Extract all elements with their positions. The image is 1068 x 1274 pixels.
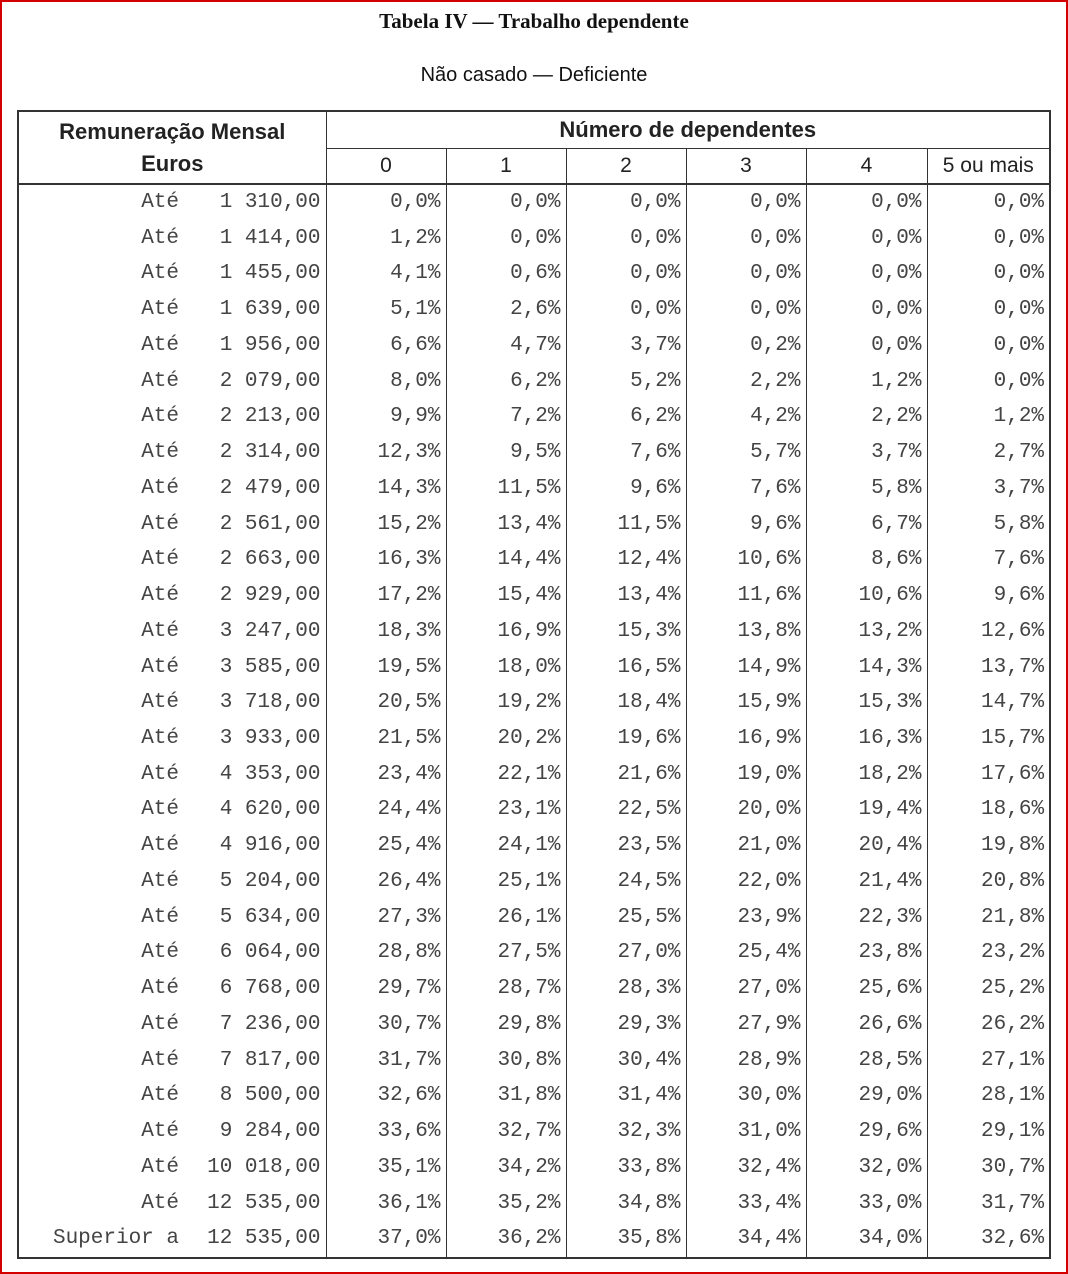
rate-dependents-5: 18,6% — [927, 792, 1050, 828]
bracket-label: Até — [18, 542, 184, 578]
bracket-label: Até — [18, 650, 184, 686]
rate-dependents-4: 1,2% — [806, 364, 927, 400]
rate-dependents-0: 25,4% — [326, 828, 446, 864]
rate-dependents-5: 3,7% — [927, 471, 1050, 507]
table-row — [18, 792, 1050, 828]
bracket-amount: 3 247,00 — [184, 614, 326, 650]
rate-dependents-2: 0,0% — [566, 292, 686, 328]
dependents-header-3: 3 — [686, 149, 806, 185]
table-row — [18, 935, 1050, 971]
rate-dependents-2: 29,3% — [566, 1007, 686, 1043]
rate-dependents-0: 12,3% — [326, 435, 446, 471]
rate-dependents-5: 0,0% — [927, 364, 1050, 400]
rate-dependents-5: 0,0% — [927, 184, 1050, 221]
rate-dependents-5: 0,0% — [927, 328, 1050, 364]
rate-dependents-0: 28,8% — [326, 935, 446, 971]
table-row — [18, 399, 1050, 435]
rate-dependents-4: 16,3% — [806, 721, 927, 757]
rate-dependents-2: 21,6% — [566, 757, 686, 793]
bracket-label: Até — [18, 435, 184, 471]
rate-dependents-4: 19,4% — [806, 792, 927, 828]
rate-dependents-2: 25,5% — [566, 900, 686, 936]
rate-dependents-1: 19,2% — [446, 685, 566, 721]
bracket-label: Até — [18, 471, 184, 507]
rate-dependents-3: 0,0% — [686, 256, 806, 292]
bracket-amount: 6 064,00 — [184, 935, 326, 971]
rate-dependents-0: 4,1% — [326, 256, 446, 292]
rate-dependents-3: 16,9% — [686, 721, 806, 757]
table-row — [18, 757, 1050, 793]
rate-dependents-5: 13,7% — [927, 650, 1050, 686]
rate-dependents-1: 20,2% — [446, 721, 566, 757]
rate-dependents-1: 34,2% — [446, 1150, 566, 1186]
bracket-amount: 2 479,00 — [184, 471, 326, 507]
table-row — [18, 1043, 1050, 1079]
rate-dependents-4: 13,2% — [806, 614, 927, 650]
bracket-label: Superior a — [18, 1221, 184, 1258]
bracket-label: Até — [18, 507, 184, 543]
bracket-label: Até — [18, 1043, 184, 1079]
rate-dependents-0: 8,0% — [326, 364, 446, 400]
bracket-label: Até — [18, 399, 184, 435]
rate-dependents-5: 32,6% — [927, 1221, 1050, 1258]
rate-dependents-0: 15,2% — [326, 507, 446, 543]
rate-dependents-4: 0,0% — [806, 256, 927, 292]
rate-dependents-2: 0,0% — [566, 256, 686, 292]
rate-dependents-2: 18,4% — [566, 685, 686, 721]
rate-dependents-2: 5,2% — [566, 364, 686, 400]
rate-dependents-2: 0,0% — [566, 221, 686, 257]
rate-dependents-1: 14,4% — [446, 542, 566, 578]
rate-dependents-1: 32,7% — [446, 1114, 566, 1150]
bracket-amount: 1 455,00 — [184, 256, 326, 292]
rate-dependents-2: 27,0% — [566, 935, 686, 971]
rate-dependents-3: 30,0% — [686, 1078, 806, 1114]
rate-dependents-4: 29,6% — [806, 1114, 927, 1150]
rate-dependents-2: 35,8% — [566, 1221, 686, 1258]
bracket-amount: 4 620,00 — [184, 792, 326, 828]
rate-dependents-4: 5,8% — [806, 471, 927, 507]
table-row — [18, 542, 1050, 578]
bracket-amount: 7 236,00 — [184, 1007, 326, 1043]
rate-dependents-4: 23,8% — [806, 935, 927, 971]
rate-dependents-5: 1,2% — [927, 399, 1050, 435]
bracket-amount: 8 500,00 — [184, 1078, 326, 1114]
rate-dependents-1: 26,1% — [446, 900, 566, 936]
table-row — [18, 828, 1050, 864]
bracket-amount: 1 639,00 — [184, 292, 326, 328]
rate-dependents-2: 9,6% — [566, 471, 686, 507]
rate-dependents-3: 28,9% — [686, 1043, 806, 1079]
rate-dependents-4: 0,0% — [806, 328, 927, 364]
table-row — [18, 614, 1050, 650]
rate-dependents-4: 28,5% — [806, 1043, 927, 1079]
income-column-header — [18, 111, 326, 184]
rate-dependents-0: 14,3% — [326, 471, 446, 507]
rate-dependents-0: 5,1% — [326, 292, 446, 328]
rate-dependents-5: 15,7% — [927, 721, 1050, 757]
rate-dependents-3: 33,4% — [686, 1186, 806, 1222]
bracket-amount: 2 561,00 — [184, 507, 326, 543]
bracket-amount: 1 310,00 — [184, 184, 326, 221]
rate-dependents-4: 26,6% — [806, 1007, 927, 1043]
rate-dependents-5: 27,1% — [927, 1043, 1050, 1079]
bracket-label: Até — [18, 328, 184, 364]
rate-dependents-0: 35,1% — [326, 1150, 446, 1186]
bracket-amount: 2 929,00 — [184, 578, 326, 614]
rate-dependents-2: 6,2% — [566, 399, 686, 435]
bracket-amount: 2 314,00 — [184, 435, 326, 471]
bracket-label: Até — [18, 1114, 184, 1150]
dependents-header-4: 4 — [806, 149, 927, 185]
rate-dependents-1: 15,4% — [446, 578, 566, 614]
rate-dependents-4: 14,3% — [806, 650, 927, 686]
dependents-group-header: Número de dependentes — [326, 111, 1050, 149]
income-header-line2: Euros — [141, 150, 204, 176]
rate-dependents-2: 22,5% — [566, 792, 686, 828]
rate-dependents-4: 0,0% — [806, 292, 927, 328]
table-row — [18, 1186, 1050, 1222]
rate-dependents-4: 25,6% — [806, 971, 927, 1007]
bracket-label: Até — [18, 256, 184, 292]
rate-dependents-0: 27,3% — [326, 900, 446, 936]
rate-dependents-1: 28,7% — [446, 971, 566, 1007]
rate-dependents-1: 0,6% — [446, 256, 566, 292]
rate-dependents-5: 12,6% — [927, 614, 1050, 650]
table-body — [18, 184, 1050, 1258]
rate-dependents-2: 32,3% — [566, 1114, 686, 1150]
rate-dependents-2: 28,3% — [566, 971, 686, 1007]
dependents-header-2: 2 — [566, 149, 686, 185]
rate-dependents-5: 29,1% — [927, 1114, 1050, 1150]
rate-dependents-0: 18,3% — [326, 614, 446, 650]
bracket-amount: 12 535,00 — [184, 1221, 326, 1258]
rate-dependents-4: 8,6% — [806, 542, 927, 578]
bracket-label: Até — [18, 1078, 184, 1114]
rate-dependents-1: 30,8% — [446, 1043, 566, 1079]
rate-dependents-3: 0,0% — [686, 221, 806, 257]
table-row — [18, 1221, 1050, 1258]
bracket-amount: 4 916,00 — [184, 828, 326, 864]
rate-dependents-4: 3,7% — [806, 435, 927, 471]
rate-dependents-0: 20,5% — [326, 685, 446, 721]
dependents-header-1: 1 — [446, 149, 566, 185]
rate-dependents-3: 19,0% — [686, 757, 806, 793]
rate-dependents-4: 0,0% — [806, 184, 927, 221]
rate-dependents-1: 25,1% — [446, 864, 566, 900]
rate-dependents-3: 0,2% — [686, 328, 806, 364]
bracket-amount: 2 213,00 — [184, 399, 326, 435]
bracket-amount: 1 414,00 — [184, 221, 326, 257]
rate-dependents-3: 23,9% — [686, 900, 806, 936]
bracket-label: Até — [18, 935, 184, 971]
bracket-label: Até — [18, 614, 184, 650]
rate-dependents-1: 29,8% — [446, 1007, 566, 1043]
rate-dependents-0: 0,0% — [326, 184, 446, 221]
table-row — [18, 1150, 1050, 1186]
table-row — [18, 1078, 1050, 1114]
rate-dependents-3: 0,0% — [686, 184, 806, 221]
rate-dependents-3: 10,6% — [686, 542, 806, 578]
table-row — [18, 435, 1050, 471]
rate-dependents-1: 0,0% — [446, 184, 566, 221]
rate-dependents-5: 25,2% — [927, 971, 1050, 1007]
rate-dependents-2: 23,5% — [566, 828, 686, 864]
rate-dependents-1: 35,2% — [446, 1186, 566, 1222]
rate-dependents-3: 20,0% — [686, 792, 806, 828]
rate-dependents-4: 29,0% — [806, 1078, 927, 1114]
bracket-label: Até — [18, 721, 184, 757]
rate-dependents-2: 31,4% — [566, 1078, 686, 1114]
rate-dependents-2: 34,8% — [566, 1186, 686, 1222]
table-row — [18, 471, 1050, 507]
rate-dependents-5: 20,8% — [927, 864, 1050, 900]
rate-dependents-0: 26,4% — [326, 864, 446, 900]
table-row — [18, 184, 1050, 221]
rate-dependents-5: 26,2% — [927, 1007, 1050, 1043]
rate-dependents-4: 20,4% — [806, 828, 927, 864]
bracket-label: Até — [18, 1150, 184, 1186]
rate-dependents-3: 5,7% — [686, 435, 806, 471]
table-row — [18, 1114, 1050, 1150]
rate-dependents-0: 17,2% — [326, 578, 446, 614]
rate-dependents-5: 2,7% — [927, 435, 1050, 471]
rate-dependents-3: 13,8% — [686, 614, 806, 650]
rate-dependents-1: 7,2% — [446, 399, 566, 435]
rate-dependents-1: 31,8% — [446, 1078, 566, 1114]
rate-dependents-0: 21,5% — [326, 721, 446, 757]
rate-dependents-5: 0,0% — [927, 256, 1050, 292]
rate-dependents-5: 9,6% — [927, 578, 1050, 614]
rate-dependents-5: 23,2% — [927, 935, 1050, 971]
rate-dependents-5: 28,1% — [927, 1078, 1050, 1114]
table-row — [18, 685, 1050, 721]
rate-dependents-1: 11,5% — [446, 471, 566, 507]
rate-dependents-3: 32,4% — [686, 1150, 806, 1186]
rate-dependents-3: 27,0% — [686, 971, 806, 1007]
table-row — [18, 364, 1050, 400]
bracket-label: Até — [18, 184, 184, 221]
rate-dependents-2: 11,5% — [566, 507, 686, 543]
rate-dependents-3: 25,4% — [686, 935, 806, 971]
bracket-label: Até — [18, 864, 184, 900]
rate-dependents-4: 10,6% — [806, 578, 927, 614]
rate-dependents-0: 1,2% — [326, 221, 446, 257]
bracket-amount: 2 663,00 — [184, 542, 326, 578]
rate-dependents-0: 24,4% — [326, 792, 446, 828]
bracket-label: Até — [18, 828, 184, 864]
rate-dependents-2: 19,6% — [566, 721, 686, 757]
rate-dependents-5: 7,6% — [927, 542, 1050, 578]
table-row — [18, 864, 1050, 900]
rate-dependents-1: 18,0% — [446, 650, 566, 686]
rate-dependents-5: 5,8% — [927, 507, 1050, 543]
rate-dependents-3: 21,0% — [686, 828, 806, 864]
rate-dependents-3: 0,0% — [686, 292, 806, 328]
bracket-label: Até — [18, 685, 184, 721]
rate-dependents-1: 6,2% — [446, 364, 566, 400]
rate-dependents-5: 21,8% — [927, 900, 1050, 936]
bracket-amount: 5 634,00 — [184, 900, 326, 936]
rate-dependents-0: 37,0% — [326, 1221, 446, 1258]
rate-dependents-3: 4,2% — [686, 399, 806, 435]
table-subtitle: Não casado — Deficiente — [420, 64, 648, 86]
table-row — [18, 507, 1050, 543]
rate-dependents-2: 16,5% — [566, 650, 686, 686]
table-row — [18, 256, 1050, 292]
table-title: Tabela IV — Trabalho dependente — [379, 9, 689, 33]
rate-dependents-1: 23,1% — [446, 792, 566, 828]
bracket-label: Até — [18, 1186, 184, 1222]
rate-dependents-3: 11,6% — [686, 578, 806, 614]
rate-dependents-4: 15,3% — [806, 685, 927, 721]
bracket-amount: 7 817,00 — [184, 1043, 326, 1079]
rate-dependents-0: 9,9% — [326, 399, 446, 435]
bracket-label: Até — [18, 292, 184, 328]
table-row — [18, 292, 1050, 328]
table-row — [18, 721, 1050, 757]
rate-dependents-5: 0,0% — [927, 221, 1050, 257]
rate-dependents-3: 9,6% — [686, 507, 806, 543]
rate-dependents-4: 18,2% — [806, 757, 927, 793]
bracket-label: Até — [18, 757, 184, 793]
rate-dependents-4: 6,7% — [806, 507, 927, 543]
rate-dependents-5: 17,6% — [927, 757, 1050, 793]
rate-dependents-4: 2,2% — [806, 399, 927, 435]
rate-dependents-2: 30,4% — [566, 1043, 686, 1079]
rate-dependents-5: 14,7% — [927, 685, 1050, 721]
rate-dependents-4: 32,0% — [806, 1150, 927, 1186]
rate-dependents-3: 7,6% — [686, 471, 806, 507]
rate-dependents-1: 27,5% — [446, 935, 566, 971]
bracket-label: Até — [18, 971, 184, 1007]
bracket-amount: 10 018,00 — [184, 1150, 326, 1186]
rate-dependents-2: 3,7% — [566, 328, 686, 364]
rate-dependents-2: 0,0% — [566, 184, 686, 221]
rate-dependents-1: 9,5% — [446, 435, 566, 471]
table-row — [18, 971, 1050, 1007]
rate-dependents-2: 15,3% — [566, 614, 686, 650]
rate-dependents-0: 32,6% — [326, 1078, 446, 1114]
rate-dependents-1: 36,2% — [446, 1221, 566, 1258]
rate-dependents-0: 29,7% — [326, 971, 446, 1007]
bracket-label: Até — [18, 1007, 184, 1043]
bracket-amount: 1 956,00 — [184, 328, 326, 364]
rate-dependents-4: 22,3% — [806, 900, 927, 936]
bracket-label: Até — [18, 900, 184, 936]
rate-dependents-3: 22,0% — [686, 864, 806, 900]
bracket-label: Até — [18, 578, 184, 614]
bracket-amount: 5 204,00 — [184, 864, 326, 900]
rate-dependents-0: 36,1% — [326, 1186, 446, 1222]
table-row — [18, 1007, 1050, 1043]
bracket-amount: 6 768,00 — [184, 971, 326, 1007]
rate-dependents-4: 33,0% — [806, 1186, 927, 1222]
rate-dependents-1: 4,7% — [446, 328, 566, 364]
bracket-amount: 3 585,00 — [184, 650, 326, 686]
rate-dependents-1: 24,1% — [446, 828, 566, 864]
bracket-amount: 3 933,00 — [184, 721, 326, 757]
rate-dependents-0: 31,7% — [326, 1043, 446, 1079]
table-row — [18, 900, 1050, 936]
rate-dependents-0: 19,5% — [326, 650, 446, 686]
rate-dependents-3: 15,9% — [686, 685, 806, 721]
rate-dependents-4: 0,0% — [806, 221, 927, 257]
bracket-amount: 3 718,00 — [184, 685, 326, 721]
rate-dependents-2: 12,4% — [566, 542, 686, 578]
rate-dependents-1: 16,9% — [446, 614, 566, 650]
rate-dependents-3: 34,4% — [686, 1221, 806, 1258]
rate-dependents-2: 33,8% — [566, 1150, 686, 1186]
rate-dependents-2: 13,4% — [566, 578, 686, 614]
bracket-amount: 2 079,00 — [184, 364, 326, 400]
rate-dependents-3: 27,9% — [686, 1007, 806, 1043]
dependents-header-5: 5 ou mais — [927, 149, 1050, 185]
rate-dependents-1: 2,6% — [446, 292, 566, 328]
rate-dependents-2: 7,6% — [566, 435, 686, 471]
rate-dependents-0: 16,3% — [326, 542, 446, 578]
bracket-label: Até — [18, 364, 184, 400]
rate-dependents-4: 34,0% — [806, 1221, 927, 1258]
rate-dependents-3: 14,9% — [686, 650, 806, 686]
rate-dependents-1: 0,0% — [446, 221, 566, 257]
rate-dependents-5: 0,0% — [927, 292, 1050, 328]
bracket-label: Até — [18, 792, 184, 828]
bracket-amount: 12 535,00 — [184, 1186, 326, 1222]
withholding-tax-table — [17, 110, 1051, 1259]
table-row — [18, 328, 1050, 364]
rate-dependents-0: 6,6% — [326, 328, 446, 364]
bracket-label: Até — [18, 221, 184, 257]
dependents-header-0: 0 — [326, 149, 446, 185]
rate-dependents-0: 33,6% — [326, 1114, 446, 1150]
bracket-amount: 4 353,00 — [184, 757, 326, 793]
rate-dependents-3: 2,2% — [686, 364, 806, 400]
table-row — [18, 578, 1050, 614]
bracket-amount: 9 284,00 — [184, 1114, 326, 1150]
rate-dependents-5: 19,8% — [927, 828, 1050, 864]
rate-dependents-0: 23,4% — [326, 757, 446, 793]
rate-dependents-2: 24,5% — [566, 864, 686, 900]
table-row — [18, 221, 1050, 257]
rate-dependents-5: 30,7% — [927, 1150, 1050, 1186]
rate-dependents-0: 30,7% — [326, 1007, 446, 1043]
rate-dependents-5: 31,7% — [927, 1186, 1050, 1222]
income-header-line1: Remuneração Mensal — [59, 118, 286, 144]
rate-dependents-1: 22,1% — [446, 757, 566, 793]
rate-dependents-3: 31,0% — [686, 1114, 806, 1150]
rate-dependents-1: 13,4% — [446, 507, 566, 543]
table-row — [18, 650, 1050, 686]
rate-dependents-4: 21,4% — [806, 864, 927, 900]
